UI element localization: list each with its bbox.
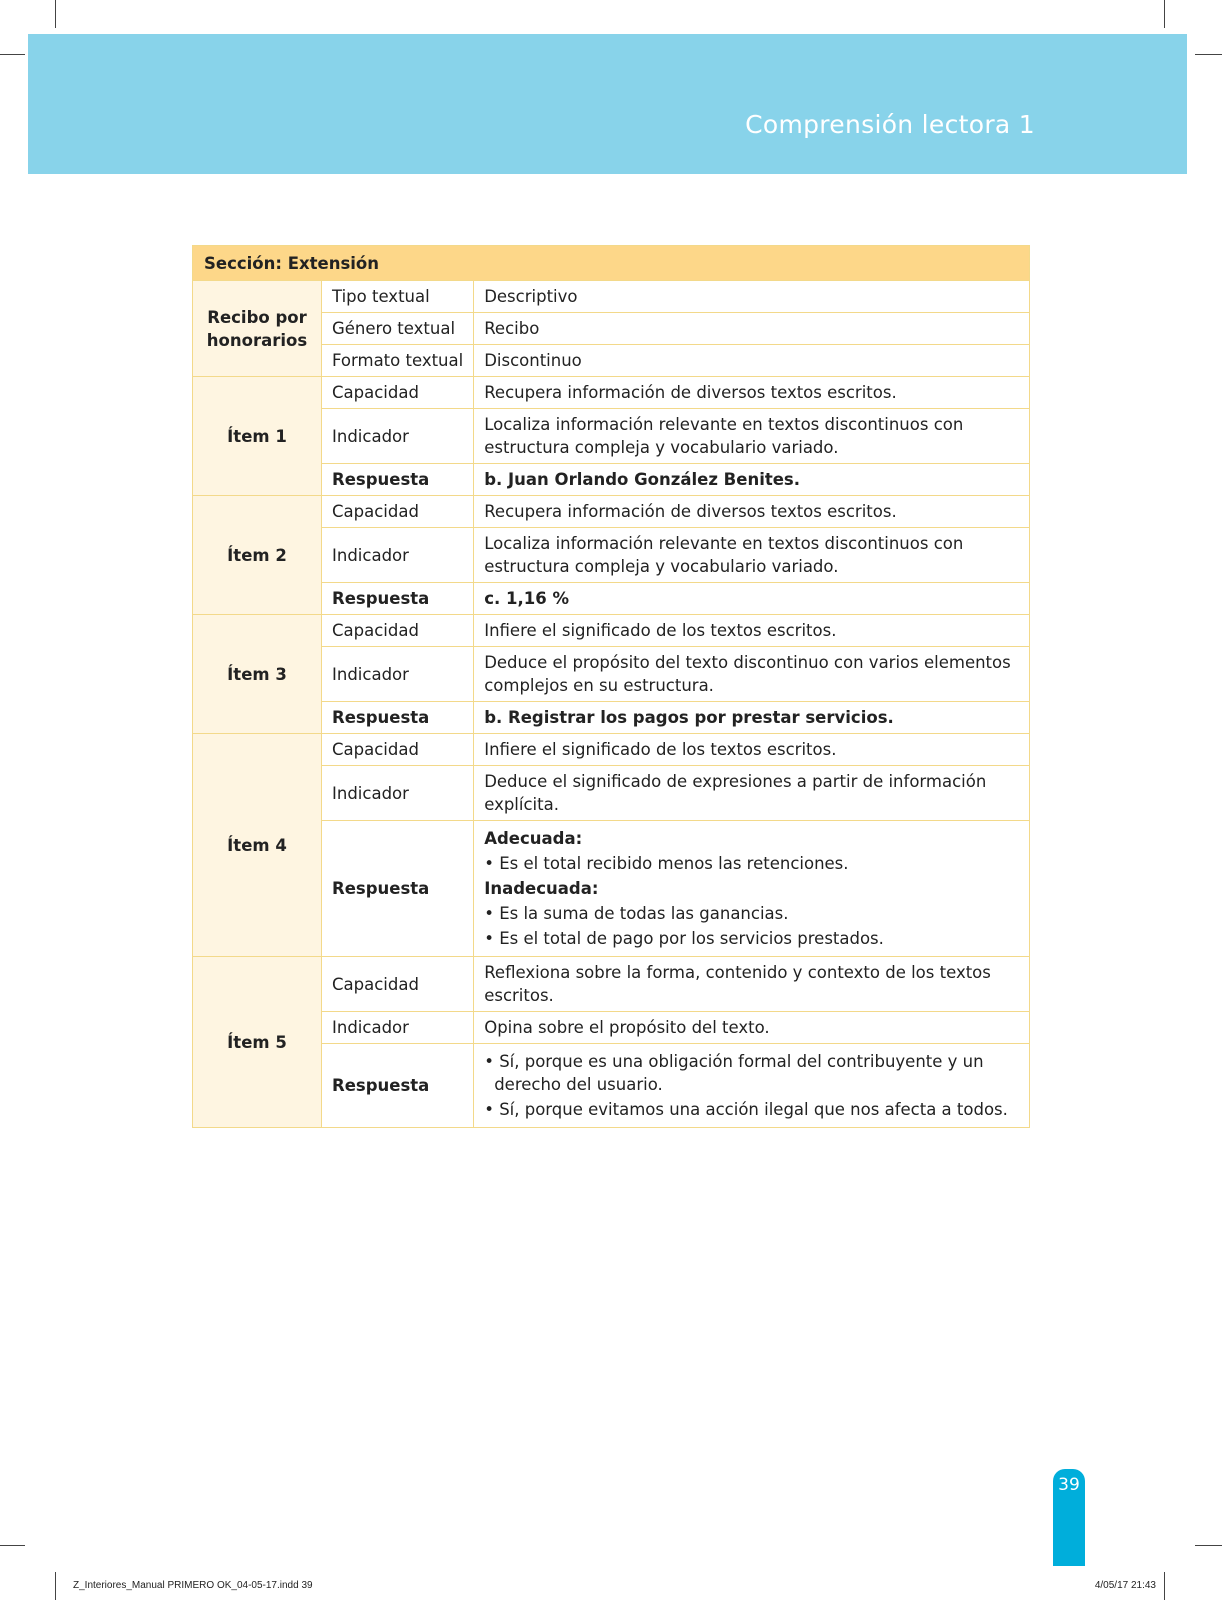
crop-mark [0, 54, 25, 55]
respuesta-value [474, 1044, 1030, 1128]
respuesta-value: c. 1,16 % [474, 583, 1030, 615]
bullet-item: • Es la suma de todas las ganancias. [484, 904, 789, 923]
bullet-text: Sí, porque es una obligación formal del contribuyente y un derecho del usuario. [494, 1052, 984, 1094]
indicador-value: Localiza información relevante en textos discontinuos con estructura compleja y vocabulario variado. [474, 409, 1030, 464]
indicador-label: Indicador [322, 647, 474, 702]
indicador-value: Opina sobre el propósito del texto. [474, 1012, 1030, 1044]
page-number: 39 [1058, 1475, 1080, 1495]
capacidad-label: Capacidad [322, 496, 474, 528]
indicador-value: Deduce el propósito del texto discontinuo con varios elementos complejos en su estructura. [474, 647, 1030, 702]
row-value: Discontinuo [474, 345, 1030, 377]
capacidad-value: Recupera información de diversos textos escritos. [474, 377, 1030, 409]
table-row [193, 734, 1030, 766]
footer-date: 4/05/17 21:43 [1094, 1580, 1156, 1591]
indicador-value: Deduce el significado de expresiones a partir de información explícita. [474, 766, 1030, 821]
table-row [193, 377, 1030, 409]
bullet-item: • Sí, porque evitamos una acción ilegal que nos afecta a todos. [484, 1100, 1008, 1119]
page-header-title: Comprensión lectora 1 [745, 110, 1035, 139]
crop-mark [55, 1572, 56, 1600]
row-value: Descriptivo [474, 281, 1030, 313]
item-header: Ítem 3 [193, 615, 322, 734]
capacidad-label: Capacidad [322, 734, 474, 766]
indicador-value: Localiza información relevante en textos discontinuos con estructura compleja y vocabulario variado. [474, 528, 1030, 583]
text-type-header: Recibo por honorarios [193, 281, 322, 377]
indicador-label: Indicador [322, 528, 474, 583]
bullet-text: Es la suma de todas las ganancias. [499, 904, 789, 923]
indicador-label: Indicador [322, 1012, 474, 1044]
table-row [193, 281, 1030, 313]
capacidad-value: Reflexiona sobre la forma, contenido y contexto de los textos escritos. [474, 957, 1030, 1012]
indicador-label: Indicador [322, 409, 474, 464]
item-header: Ítem 4 [193, 734, 322, 957]
table-row [193, 496, 1030, 528]
item-header: Ítem 2 [193, 496, 322, 615]
capacidad-label: Capacidad [322, 957, 474, 1012]
capacidad-label: Capacidad [322, 615, 474, 647]
inadecuada-label: Inadecuada: [484, 879, 599, 898]
crop-mark [1195, 54, 1222, 55]
crop-mark [55, 0, 56, 28]
respuesta-label: Respuesta [322, 1044, 474, 1128]
crop-mark [1195, 1545, 1222, 1546]
bullet-item: • Es el total recibido menos las retenciones. [484, 854, 849, 873]
table-row [193, 615, 1030, 647]
bullet-text: Es el total de pago por los servicios prestados. [499, 929, 884, 948]
item-header: Ítem 1 [193, 377, 322, 496]
respuesta-label: Respuesta [322, 583, 474, 615]
bullet-item: • Sí, porque es una obligación formal del contribuyente y un derecho del usuario. [484, 1052, 984, 1094]
item-header: Ítem 5 [193, 957, 322, 1128]
evaluation-table [192, 245, 1030, 1128]
row-label: Formato textual [322, 345, 474, 377]
header-band [28, 34, 1187, 174]
table-row [193, 957, 1030, 1012]
capacidad-value: Infiere el significado de los textos escritos. [474, 615, 1030, 647]
section-title: Sección: Extensión [193, 246, 1030, 281]
bullet-text: Sí, porque evitamos una acción ilegal que nos afecta a todos. [499, 1100, 1008, 1119]
indicador-label: Indicador [322, 766, 474, 821]
crop-mark [0, 1545, 25, 1546]
footer-file-info: Z_Interiores_Manual PRIMERO OK_04-05-17.indd 39 [73, 1580, 313, 1591]
respuesta-label: Respuesta [322, 464, 474, 496]
bullet-item: • Es el total de pago por los servicios prestados. [484, 929, 884, 948]
respuesta-value: b. Registrar los pagos por prestar servicios. [474, 702, 1030, 734]
respuesta-value [474, 821, 1030, 957]
crop-mark [1164, 1572, 1165, 1600]
row-label: Género textual [322, 313, 474, 345]
row-value: Recibo [474, 313, 1030, 345]
row-label: Tipo textual [322, 281, 474, 313]
respuesta-value: b. Juan Orlando González Benites. [474, 464, 1030, 496]
bullet-text: Es el total recibido menos las retenciones. [499, 854, 849, 873]
capacidad-value: Infiere el significado de los textos escritos. [474, 734, 1030, 766]
capacidad-label: Capacidad [322, 377, 474, 409]
capacidad-value: Recupera información de diversos textos escritos. [474, 496, 1030, 528]
respuesta-label: Respuesta [322, 702, 474, 734]
section-row [193, 246, 1030, 281]
crop-mark [1164, 0, 1165, 28]
respuesta-label: Respuesta [322, 821, 474, 957]
adecuada-label: Adecuada: [484, 829, 583, 848]
